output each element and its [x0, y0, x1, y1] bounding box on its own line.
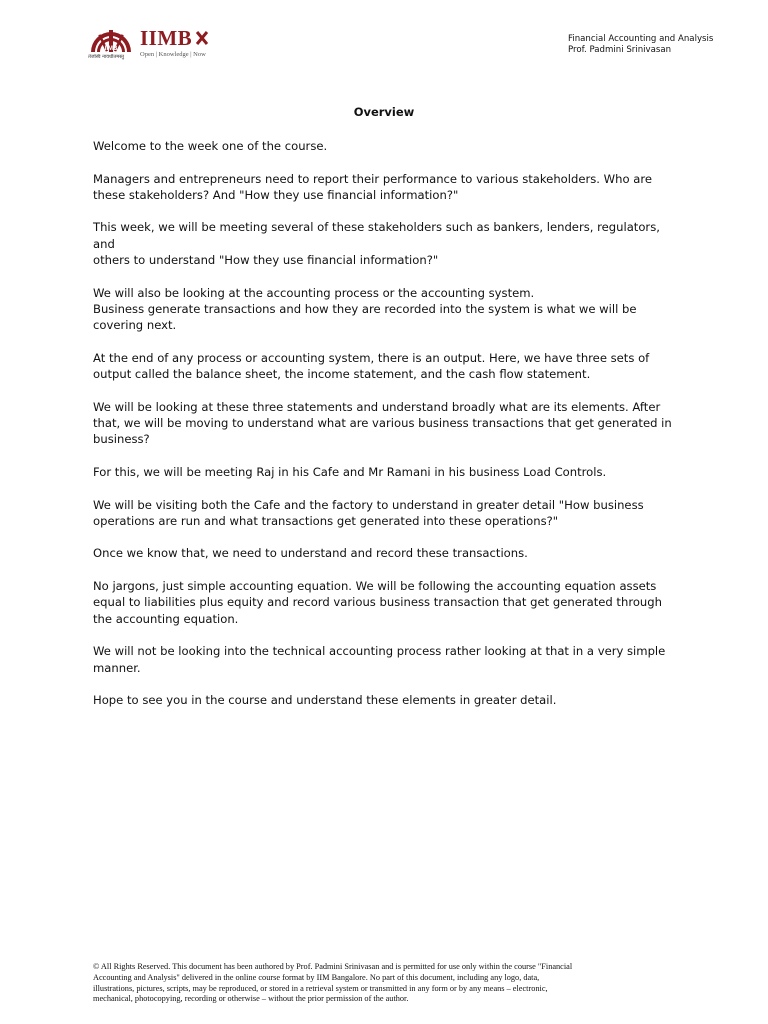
- paragraph-line: business?: [93, 432, 150, 447]
- paragraph: [93, 643, 683, 676]
- paragraph-line: equal to liabilities plus equity and record various business transaction that get generated through: [93, 595, 662, 610]
- paragraph-line: At the end of any process or accounting system, there is an output. Here, we have three sets of: [93, 350, 650, 365]
- paragraph: [93, 464, 683, 480]
- paragraph: [93, 219, 683, 268]
- paragraph-line: For this, we will be meeting Raj in his Cafe and Mr Ramani in his business Load Controls.: [93, 464, 607, 479]
- footer-line: mechanical, photocopying, recording or otherwise – without the prior permission of the author.: [93, 994, 409, 1004]
- copyright-footer: [93, 962, 678, 1005]
- paragraph-line: We will also be looking at the accounting process or the accounting system.: [93, 285, 535, 300]
- header-course-info: [568, 34, 713, 56]
- paragraph-line: the accounting equation.: [93, 611, 239, 626]
- document-body: [93, 138, 683, 725]
- paragraph: [93, 171, 683, 204]
- svg-text:IIMB: IIMB: [104, 46, 118, 52]
- paragraph: [93, 545, 683, 561]
- author-name: Prof. Padmini Srinivasan: [568, 45, 672, 55]
- x-mark-icon: [196, 31, 208, 45]
- paragraph-line: No jargons, just simple accounting equation. We will be following the accounting equation assets: [93, 579, 657, 594]
- paragraph-line: output called the balance sheet, the income statement, and the cash flow statement.: [93, 367, 591, 382]
- paragraph: [93, 138, 683, 154]
- paragraph: [93, 692, 683, 708]
- paragraph-line: We will not be looking into the technical accounting process rather looking at that in a very simple: [93, 644, 666, 659]
- footer-line: © All Rights Reserved. This document has been authored by Prof. Padmini Srinivasan and is permitted for use only within the course "Financial: [93, 962, 573, 971]
- paragraph-line: manner.: [93, 660, 141, 675]
- paragraph-line: Once we know that, we need to understand and record these transactions.: [93, 546, 528, 561]
- paragraph-line: operations are run and what transactions get generated into these operations?": [93, 513, 559, 528]
- paragraph: [93, 350, 683, 383]
- paragraph-line: covering next.: [93, 318, 177, 333]
- paragraph-line: Hope to see you in the course and understand these elements in greater detail.: [93, 693, 557, 708]
- paragraph-line: Managers and entrepreneurs need to report their performance to various stakeholders. Who are: [93, 171, 652, 186]
- paragraph: [93, 497, 683, 530]
- footer-line: Accounting and Analysis" delivered in the online course format by IIM Bangalore. No part of this document, including any logo, data,: [93, 972, 540, 982]
- iimb-emblem-icon: [88, 26, 134, 54]
- paragraph-line: We will be looking at these three statements and understand broadly what are its elements. After: [93, 399, 661, 414]
- paragraph-line: This week, we will be meeting several of these stakeholders such as bankers, lenders, regulators, and: [93, 220, 660, 251]
- page-title: Overview: [353, 105, 415, 119]
- paragraph-line: Business generate transactions and how they are recorded into the system is what we will be: [93, 301, 637, 316]
- logo-tagline: Open | Knowledge | Now: [140, 51, 206, 58]
- logo-motto: तेजस्वि नावधीतमस्तु: [88, 54, 125, 60]
- paragraph: [93, 285, 683, 334]
- iimb-logo: [88, 26, 218, 62]
- paragraph: [93, 578, 683, 627]
- paragraph-line: Welcome to the week one of the course.: [93, 139, 328, 153]
- logo-wordmark: IIMB: [140, 26, 193, 50]
- paragraph-line: these stakeholders? And "How they use financial information?": [93, 187, 459, 202]
- paragraph-line: that, we will be moving to understand what are various business transactions that get generated in: [93, 416, 672, 431]
- paragraph-line: We will be visiting both the Cafe and the factory to understand in greater detail "How business: [93, 497, 644, 512]
- paragraph: [93, 399, 683, 448]
- footer-line: illustrations, pictures, scripts, may be reproduced, or stored in a retrieval system or transmitted in any form or by any means – electronic,: [93, 983, 548, 993]
- paragraph-line: others to understand "How they use financial information?": [93, 253, 439, 268]
- course-title: Financial Accounting and Analysis: [568, 34, 714, 44]
